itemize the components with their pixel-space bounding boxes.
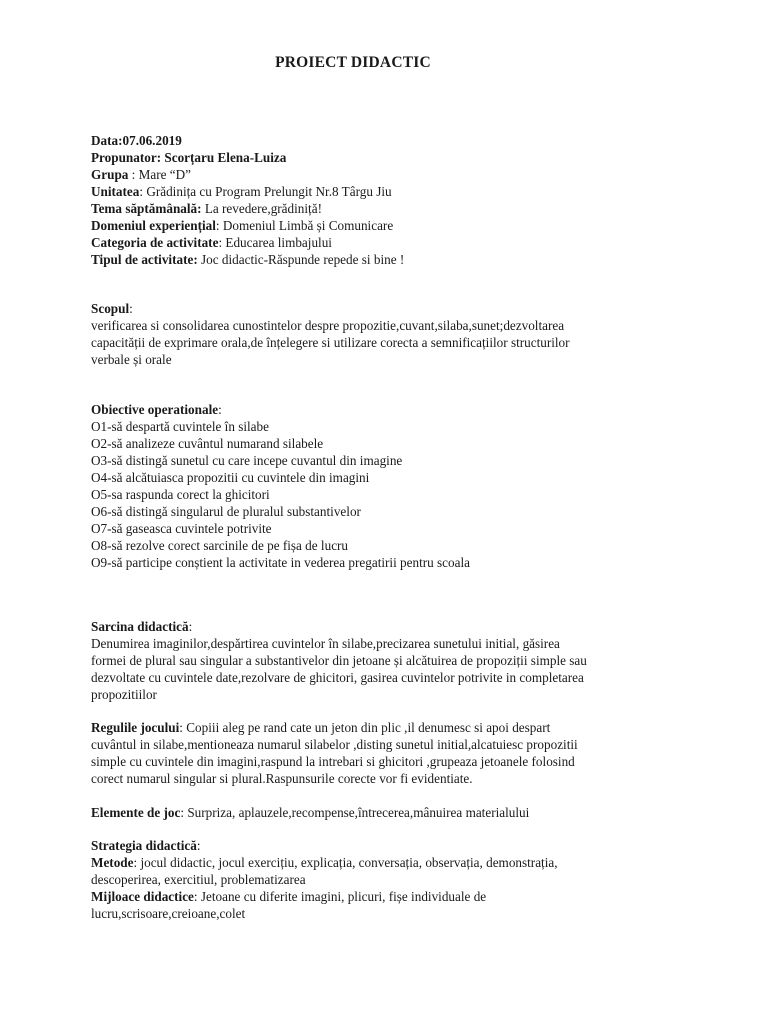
objective-item: O7-să gaseasca cuvintele potrivite — [91, 521, 272, 536]
tipul-value: Joc didactic-Răspunde repede si bine ! — [197, 252, 405, 267]
scopul-colon: : — [129, 301, 133, 316]
scopul-heading — [91, 300, 703, 317]
reguli-first-text: : Copiii aleg pe rand cate un jeton din plic ,il denumesc si apoi despart — [179, 720, 551, 735]
tipul-label: Tipul de activitate: — [91, 252, 198, 267]
sarcina-text-line: formei de plural sau singular a substantivelor din jetoane și alcătuirea de propoziții simple sau — [91, 653, 587, 668]
objective-item: O8-să rezolve corect sarcinile de pe fișa de lucru — [91, 538, 349, 553]
reguli-label: Regulile jocului — [91, 720, 180, 735]
reguli-section — [91, 719, 703, 787]
strategia-section — [91, 837, 703, 922]
domeniul-value: : Domeniul Limbă și Comunicare — [215, 218, 394, 233]
date-label: Data: — [91, 133, 123, 148]
domeniul-line — [91, 217, 691, 234]
reguli-first-line — [91, 719, 703, 736]
date-value: 07.06.2019 — [122, 133, 182, 148]
domeniul-label: Domeniul experiențial — [91, 218, 216, 233]
metode-label: Metode — [91, 855, 134, 870]
elemente-value: : Surpriza, aplauzele,recompense,întrecerea,mânuirea materialului — [180, 805, 530, 820]
mijloace-continuation: lucru,scrisoare,creioane,colet — [91, 906, 246, 921]
tema-label: Tema săptămânală: — [91, 201, 202, 216]
sarcina-label: Sarcina didactică — [91, 619, 189, 634]
categoria-line — [91, 234, 691, 251]
grupa-label: Grupa — [91, 167, 129, 182]
objective-item: O4-să alcătuiasca propozitii cu cuvintele din imagini — [91, 470, 370, 485]
objective-item: O1-să despartă cuvintele în silabe — [91, 419, 269, 434]
scopul-text-line: verificarea si consolidarea cunostintelor despre propozitie,cuvant,silaba,sunet;dezvoltarea — [91, 318, 565, 333]
tema-value: La revedere,grădiniță! — [201, 201, 322, 216]
reguli-text-line: cuvântul in silabe,mentioneaza numarul silabelor ,disting sunetul initial,alcatuiesc propozitii — [91, 737, 578, 752]
metode-line — [91, 854, 703, 871]
grupa-line — [91, 166, 691, 183]
scopul-text-line: capacității de exprimare orala,de înțelegere si utilizare corecta a semnificațiilor structurilor — [91, 335, 570, 350]
sarcina-text-line: dezvoltate cu cuvintele date,rezolvare de ghicitori, gasirea cuvintelor potrivite in completarea — [91, 670, 584, 685]
objective-item: O9-să participe conștient la activitate in vederea pregatirii pentru scoala — [91, 555, 470, 570]
sarcina-text-line: Denumirea imaginilor,despărtirea cuvintelor în silabe,precizarea sunetului initial, găsirea — [91, 636, 560, 651]
mijloace-value: : Jetoane cu diferite imagini, plicuri, fișe individuale de — [193, 889, 487, 904]
tema-line — [91, 200, 691, 217]
categoria-value: : Educarea limbajului — [218, 235, 332, 250]
obiective-label: Obiective operationale — [91, 402, 219, 417]
scopul-section — [91, 300, 703, 368]
unitatea-label: Unitatea — [91, 184, 140, 199]
tipul-line — [91, 251, 691, 268]
sarcina-section — [91, 618, 703, 703]
document-title: PROIECT DIDACTIC — [275, 54, 431, 71]
reguli-text-line: simple cu cuvintele din imagini,raspund la intrebari si ghicitori ,grupeaza jetoanele folosind — [91, 754, 575, 769]
metode-continuation: descoperirea, exercitiul, problematizarea — [91, 872, 306, 887]
strategia-label: Strategia didactică — [91, 838, 197, 853]
reguli-text-line: corect numarul singular si plural.Raspunsurile corecte vor fi evidentiate. — [91, 771, 473, 786]
unitatea-value: : Grădinița cu Program Prelungit Nr.8 Târgu Jiu — [139, 184, 392, 199]
header-info — [91, 132, 691, 268]
sarcina-colon: : — [188, 619, 193, 634]
propunator-value: Scorțaru Elena-Luiza — [164, 150, 287, 165]
mijloace-line — [91, 888, 703, 905]
strategia-colon: : — [196, 838, 201, 853]
categoria-label: Categoria de activitate — [91, 235, 219, 250]
objective-item: O5-sa raspunda corect la ghicitori — [91, 487, 270, 502]
elemente-section — [91, 804, 703, 821]
obiective-colon: : — [218, 402, 222, 417]
elemente-line — [91, 804, 703, 821]
sarcina-heading — [91, 618, 703, 635]
obiective-heading — [91, 401, 691, 418]
scopul-label: Scopul — [91, 301, 130, 316]
propunator-line — [91, 149, 691, 166]
strategia-heading — [91, 837, 703, 854]
unitatea-line — [91, 183, 691, 200]
elemente-label: Elemente de joc — [91, 805, 181, 820]
obiective-section — [91, 401, 691, 571]
grupa-value: : Mare “D” — [128, 167, 191, 182]
date-line — [91, 132, 691, 149]
mijloace-label: Mijloace didactice — [91, 889, 194, 904]
objective-item: O3-să distingă sunetul cu care incepe cuvantul din imagine — [91, 453, 403, 468]
objective-item: O6-să distingă singularul de pluralul substantivelor — [91, 504, 361, 519]
metode-value: : jocul didactic, jocul exercițiu, explicația, conversația, observația, demonstrația, — [133, 855, 558, 870]
objective-item: O2-să analizeze cuvântul numarand silabele — [91, 436, 324, 451]
propunator-label: Propunator: — [91, 150, 165, 165]
sarcina-text-line: propozitiilor — [91, 687, 157, 702]
scopul-text-line: verbale și orale — [91, 352, 172, 367]
